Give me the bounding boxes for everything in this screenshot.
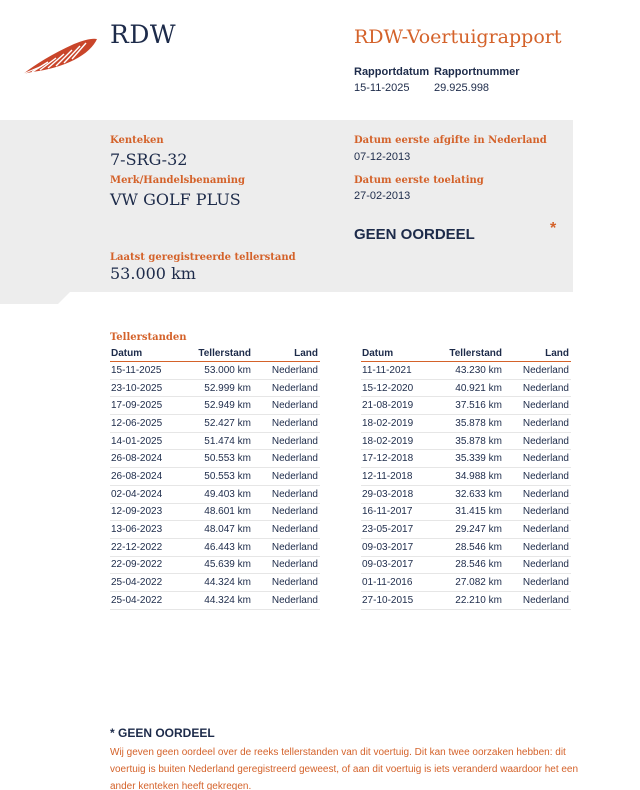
- table-row: [361, 450, 571, 468]
- reading-date: 17-09-2025: [110, 397, 186, 415]
- reading-km: 51.474 km: [186, 432, 257, 450]
- reading-km: 22.210 km: [437, 591, 508, 609]
- reading-km: 43.230 km: [437, 362, 508, 380]
- first-registration-nl-label: Datum eerste afgifte in Nederland: [354, 135, 547, 146]
- col-date-header: Datum: [361, 346, 437, 362]
- table-row: [110, 450, 320, 468]
- reading-date: 23-10-2025: [110, 379, 186, 397]
- table-row: [110, 574, 320, 592]
- reading-country: Nederland: [508, 468, 571, 486]
- reading-km: 50.553 km: [186, 468, 257, 486]
- reading-country: Nederland: [508, 503, 571, 521]
- table-row: [110, 432, 320, 450]
- reading-date: 13-06-2023: [110, 521, 186, 539]
- reading-date: 16-11-2017: [361, 503, 437, 521]
- reading-km: 44.324 km: [186, 574, 257, 592]
- table-row: [110, 503, 320, 521]
- col-country-header: Land: [508, 346, 571, 362]
- reading-km: 27.082 km: [437, 574, 508, 592]
- col-km-header: Tellerstand: [437, 346, 508, 362]
- reading-km: 52.427 km: [186, 415, 257, 433]
- table-row: [110, 556, 320, 574]
- first-registration-nl-value: 07-12-2013: [354, 151, 411, 163]
- table-row: [110, 362, 320, 380]
- reading-country: Nederland: [257, 379, 320, 397]
- verdict: GEEN OORDEEL: [354, 226, 475, 243]
- report-date-label: Rapportdatum: [354, 66, 430, 78]
- reading-date: 26-08-2024: [110, 450, 186, 468]
- reading-country: Nederland: [257, 538, 320, 556]
- brand-name: RDW: [110, 20, 177, 49]
- reading-km: 48.047 km: [186, 521, 257, 539]
- table-row: [361, 415, 571, 433]
- table-row: [361, 503, 571, 521]
- reading-country: Nederland: [257, 485, 320, 503]
- reading-km: 32.633 km: [437, 485, 508, 503]
- table-row: [361, 538, 571, 556]
- table-header-row: [361, 346, 571, 362]
- reading-country: Nederland: [257, 450, 320, 468]
- reading-country: Nederland: [508, 521, 571, 539]
- report-number-value: 29.925.998: [434, 82, 490, 94]
- reading-km: 44.324 km: [186, 591, 257, 609]
- reading-country: Nederland: [508, 450, 571, 468]
- reading-km: 52.949 km: [186, 397, 257, 415]
- reading-country: Nederland: [508, 556, 571, 574]
- report-date-block: [354, 66, 429, 94]
- reading-date: 23-05-2017: [361, 521, 437, 539]
- reading-km: 35.878 km: [437, 415, 508, 433]
- plate-value: 7-SRG-32: [110, 150, 188, 169]
- reading-country: Nederland: [508, 485, 571, 503]
- reading-country: Nederland: [508, 432, 571, 450]
- odometer-value: 53.000 km: [110, 264, 196, 283]
- table-row: [110, 538, 320, 556]
- col-country-header: Land: [257, 346, 320, 362]
- table-row: [361, 521, 571, 539]
- reading-date: 01-11-2016: [361, 574, 437, 592]
- reading-country: Nederland: [508, 397, 571, 415]
- col-km-header: Tellerstand: [186, 346, 257, 362]
- reading-date: 12-09-2023: [110, 503, 186, 521]
- reading-km: 50.553 km: [186, 450, 257, 468]
- table-row: [361, 362, 571, 380]
- table-row: [110, 379, 320, 397]
- reading-date: 29-03-2018: [361, 485, 437, 503]
- table-row: [110, 468, 320, 486]
- reading-date: 12-11-2018: [361, 468, 437, 486]
- reading-date: 22-12-2022: [110, 538, 186, 556]
- report-number-label: Rapportnummer: [434, 66, 520, 78]
- reading-km: 28.546 km: [437, 556, 508, 574]
- reading-date: 11-11-2021: [361, 362, 437, 380]
- table-row: [361, 556, 571, 574]
- make-value: VW GOLF PLUS: [110, 190, 241, 209]
- table-row: [361, 432, 571, 450]
- reading-date: 27-10-2015: [361, 591, 437, 609]
- reading-date: 25-04-2022: [110, 591, 186, 609]
- reading-country: Nederland: [257, 556, 320, 574]
- footnote-title: * GEEN OORDEEL: [110, 726, 215, 740]
- reading-date: 18-02-2019: [361, 432, 437, 450]
- reading-date: 09-03-2017: [361, 556, 437, 574]
- reading-km: 40.921 km: [437, 379, 508, 397]
- first-admission-value: 27-02-2013: [354, 190, 411, 202]
- table-row: [110, 397, 320, 415]
- reading-km: 49.403 km: [186, 485, 257, 503]
- reading-date: 15-11-2025: [110, 362, 186, 380]
- reading-date: 17-12-2018: [361, 450, 437, 468]
- reading-km: 29.247 km: [437, 521, 508, 539]
- reading-date: 12-06-2025: [110, 415, 186, 433]
- reading-km: 53.000 km: [186, 362, 257, 380]
- reading-country: Nederland: [257, 362, 320, 380]
- reading-country: Nederland: [257, 432, 320, 450]
- table-row: [361, 468, 571, 486]
- reading-date: 09-03-2017: [361, 538, 437, 556]
- reading-country: Nederland: [257, 468, 320, 486]
- reading-km: 46.443 km: [186, 538, 257, 556]
- reading-km: 45.639 km: [186, 556, 257, 574]
- reading-km: 31.415 km: [437, 503, 508, 521]
- col-date-header: Datum: [110, 346, 186, 362]
- reading-country: Nederland: [508, 362, 571, 380]
- reading-date: 14-01-2025: [110, 432, 186, 450]
- reading-country: Nederland: [508, 415, 571, 433]
- table-row: [361, 485, 571, 503]
- panel-notch: [0, 292, 70, 304]
- reading-country: Nederland: [257, 415, 320, 433]
- reading-km: 37.516 km: [437, 397, 508, 415]
- reading-country: Nederland: [257, 521, 320, 539]
- verdict-asterisk: *: [550, 220, 557, 237]
- table-row: [110, 521, 320, 539]
- make-label: Merk/Handelsbenaming: [110, 175, 246, 186]
- reading-country: Nederland: [508, 591, 571, 609]
- reading-km: 48.601 km: [186, 503, 257, 521]
- report-number-block: [434, 66, 520, 94]
- reading-country: Nederland: [508, 574, 571, 592]
- footnote-text: Wij geven geen oordeel over de reeks tellerstanden van dit voertuig. Dit kan twee oorzaken hebben: dit voertuig is buiten Nederland geregistreerd geweest, of aan dit voertuig is iets veranderd waardoor het een ander kenteken heeft gekregen.: [110, 747, 579, 790]
- reading-country: Nederland: [257, 591, 320, 609]
- reading-date: 22-09-2022: [110, 556, 186, 574]
- reading-date: 25-04-2022: [110, 574, 186, 592]
- reading-date: 26-08-2024: [110, 468, 186, 486]
- reading-km: 34.988 km: [437, 468, 508, 486]
- report-title: RDW-Voertuigrapport: [354, 26, 562, 48]
- reading-country: Nederland: [257, 574, 320, 592]
- table-row: [361, 591, 571, 609]
- readings-title: Tellerstanden: [110, 332, 187, 343]
- reading-date: 18-02-2019: [361, 415, 437, 433]
- table-row: [110, 415, 320, 433]
- table-row: [361, 574, 571, 592]
- plate-label: Kenteken: [110, 135, 164, 146]
- reading-country: Nederland: [508, 538, 571, 556]
- first-admission-label: Datum eerste toelating: [354, 175, 484, 186]
- reading-km: 35.339 km: [437, 450, 508, 468]
- table-row: [361, 397, 571, 415]
- reading-km: 52.999 km: [186, 379, 257, 397]
- reading-date: 02-04-2024: [110, 485, 186, 503]
- table-row: [110, 591, 320, 609]
- rdw-feather-logo-icon: [22, 36, 98, 76]
- table-row: [361, 379, 571, 397]
- odometer-label: Laatst geregistreerde tellerstand: [110, 252, 296, 263]
- reading-km: 28.546 km: [437, 538, 508, 556]
- reading-date: 15-12-2020: [361, 379, 437, 397]
- reading-country: Nederland: [257, 397, 320, 415]
- report-date-value: 15-11-2025: [354, 82, 410, 94]
- reading-country: Nederland: [257, 503, 320, 521]
- table-row: [110, 485, 320, 503]
- table-header-row: [110, 346, 320, 362]
- readings-table-left: [110, 346, 320, 610]
- reading-country: Nederland: [508, 379, 571, 397]
- reading-date: 21-08-2019: [361, 397, 437, 415]
- reading-km: 35.878 km: [437, 432, 508, 450]
- readings-table-right: [361, 346, 571, 610]
